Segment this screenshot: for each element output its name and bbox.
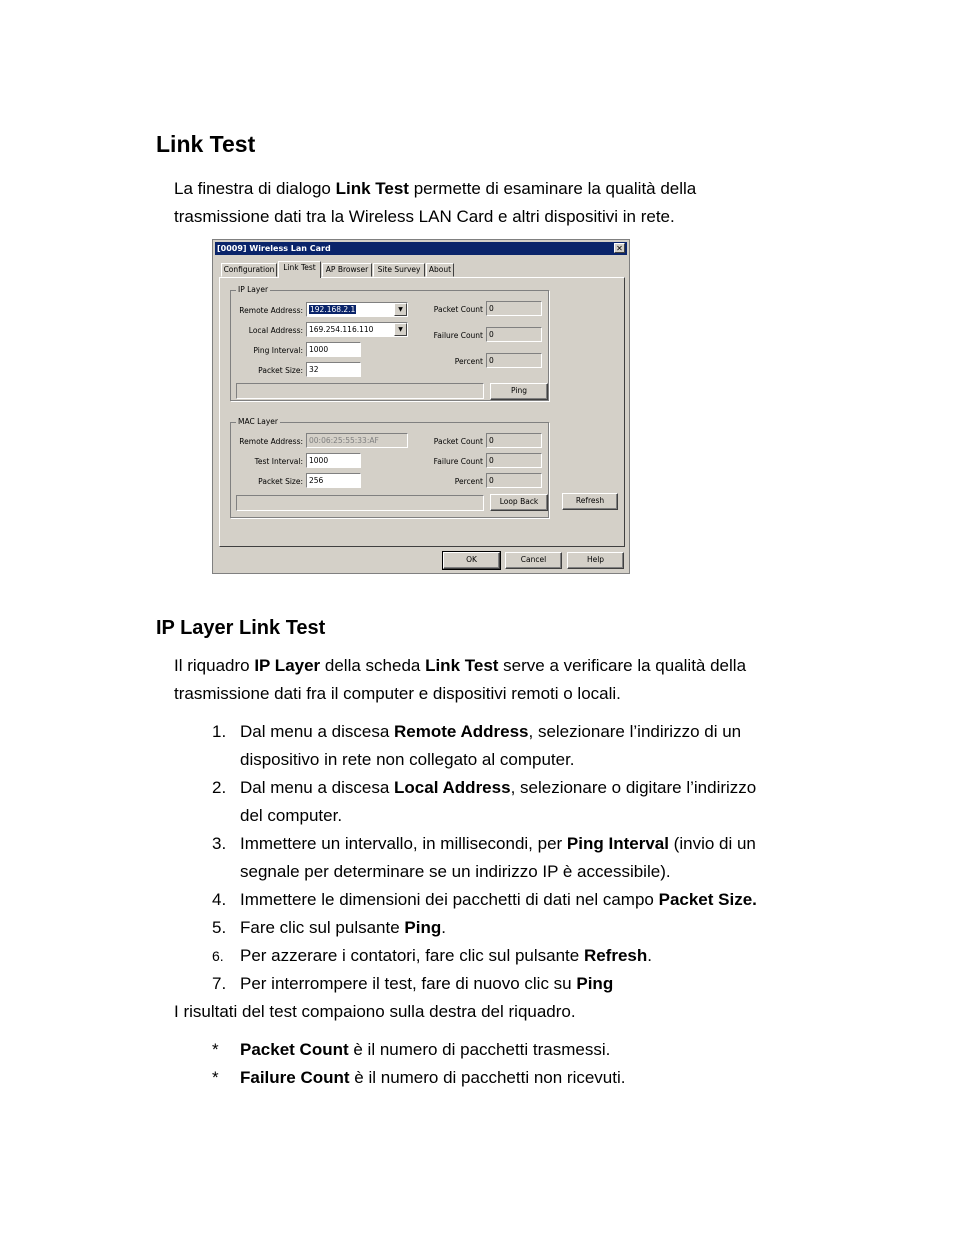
packet-count-label: Packet Count [433, 305, 483, 314]
bullet-text: è il numero di pacchetti non ricevuti. [349, 1068, 626, 1087]
step-number: 1. [212, 722, 227, 741]
mac-percent-label: Percent [454, 477, 483, 486]
packet-size-input[interactable]: 32 [306, 362, 361, 377]
mac-progress-bar [236, 495, 484, 511]
mac-packet-count-label: Packet Count [433, 437, 483, 446]
step-bold: Ping Interval [566, 834, 669, 853]
step-number: 5. [212, 918, 227, 937]
step-line2: segnale per determinare se un indirizzo IP è accessibile). [240, 862, 671, 881]
intro-text-cont: permette di esaminare la qualità della [408, 179, 697, 198]
remote-address-select[interactable] [306, 302, 408, 317]
percent-label: Percent [454, 357, 483, 366]
ok-button[interactable]: OK [443, 552, 500, 569]
step-text: (invio di un [668, 834, 756, 853]
step-text: . [441, 918, 446, 937]
page-title: Link Test [156, 131, 256, 157]
step-number: 3. [212, 834, 227, 853]
mac-percent-value: 0 [486, 473, 542, 488]
tab-configuration[interactable]: Configuration [221, 263, 277, 277]
ping-interval-label: Ping Interval: [253, 346, 303, 355]
section-bold: Link Test [425, 656, 499, 675]
packet-count-value: 0 [486, 301, 542, 316]
step-line2: del computer. [240, 806, 343, 825]
step-number: 6. [212, 948, 224, 964]
ping-interval-input[interactable]: 1000 [306, 342, 361, 357]
link-test-panel [219, 277, 625, 547]
mac-packet-count-value: 0 [486, 433, 542, 448]
chevron-down-icon[interactable]: ▼ [394, 323, 407, 336]
step-bold: Ping [404, 918, 442, 937]
ip-layer-group [230, 285, 549, 401]
step-number: 4. [212, 890, 227, 909]
step-bold: Refresh [583, 946, 648, 965]
section-text: della scheda [320, 656, 426, 675]
tab-ap-browser[interactable]: AP Browser [322, 263, 372, 277]
failure-count-value: 0 [486, 327, 542, 342]
ip-layer-legend: IP Layer [238, 285, 269, 294]
chevron-down-icon[interactable]: ▼ [394, 303, 407, 316]
mac-remote-address-input: 00:06:25:55:33:AF [306, 433, 408, 448]
test-interval-input[interactable]: 1000 [306, 453, 361, 468]
section-heading: IP Layer Link Test [156, 617, 326, 639]
mac-packet-size-label: Packet Size: [258, 477, 303, 486]
packet-size-label: Packet Size: [258, 366, 303, 375]
mac-failure-count-value: 0 [486, 453, 542, 468]
step-text: , selezionare l’indirizzo di un [528, 722, 742, 741]
section-text: serve a verificare la qualità della [498, 656, 747, 675]
step-text: Fare clic sul pulsante [240, 918, 405, 937]
local-address-value: 169.254.116.110 [309, 325, 374, 334]
mac-failure-count-label: Failure Count [433, 457, 483, 466]
step-text: Per azzerare i contatori, fare clic sul pulsante [240, 946, 584, 965]
step-bold: Ping [576, 974, 614, 993]
dialog-titlebar [215, 242, 627, 255]
step-bold: Packet Size. [658, 890, 757, 909]
step-number: 7. [212, 974, 227, 993]
failure-count-label: Failure Count [433, 331, 483, 340]
percent-value: 0 [486, 353, 542, 368]
mac-layer-legend: MAC Layer [238, 417, 279, 426]
local-address-label: Local Address: [248, 326, 303, 335]
step-text: Per interrompere il test, fare di nuovo clic su [240, 974, 577, 993]
mac-packet-size-input[interactable]: 256 [306, 473, 361, 488]
intro-text: La finestra di dialogo [174, 179, 336, 198]
bullet-text: è il numero di pacchetti trasmessi. [348, 1040, 611, 1059]
local-address-select[interactable] [306, 322, 408, 337]
step-text: , selezionare o digitare l’indirizzo [510, 778, 757, 797]
close-icon[interactable]: ✕ [614, 243, 625, 253]
ping-button[interactable]: Ping [490, 383, 548, 400]
test-interval-label: Test Interval: [254, 457, 303, 466]
remote-address-label: Remote Address: [239, 306, 303, 315]
remote-address-value: 192.168.2.1 [310, 305, 356, 314]
mac-layer-group [230, 417, 549, 518]
section-line2: trasmissione dati fra il computer e dispositivi remoti o locali. [174, 684, 621, 703]
mac-remote-address-label: Remote Address: [239, 437, 303, 446]
step-number: 2. [212, 778, 227, 797]
ip-progress-bar [236, 383, 484, 399]
bullet-bold: Packet Count [240, 1040, 349, 1059]
bullet-mark: * [212, 1040, 219, 1059]
step-text: Immettere un intervallo, in millisecondi, per [240, 834, 567, 853]
section-paragraph [174, 652, 874, 708]
tab-link-test[interactable]: Link Test [278, 261, 321, 278]
tab-site-survey[interactable]: Site Survey [373, 263, 425, 277]
dialog-title: [0009] Wireless Lan Card [217, 244, 331, 253]
step-text: Dal menu a discesa [240, 778, 395, 797]
step-line2: dispositivo in rete non collegato al computer. [240, 750, 575, 769]
results-text: I risultati del test compaiono sulla destra del riquadro. [174, 1002, 576, 1021]
tab-about[interactable]: About [426, 263, 454, 277]
loop-back-button[interactable]: Loop Back [490, 494, 548, 511]
intro-line2: trasmissione dati tra la Wireless LAN Card e altri dispositivi in rete. [174, 207, 675, 226]
refresh-button[interactable]: Refresh [562, 493, 618, 510]
step-text: . [647, 946, 652, 965]
step-bold: Local Address [394, 778, 511, 797]
wireless-lan-dialog [212, 239, 630, 574]
section-bold: IP Layer [254, 656, 321, 675]
intro-paragraph [174, 175, 874, 231]
section-text: Il riquadro [174, 656, 255, 675]
help-button[interactable]: Help [567, 552, 624, 569]
intro-bold: Link Test [335, 179, 409, 198]
step-text: Dal menu a discesa [240, 722, 395, 741]
step-text: Immettere le dimensioni dei pacchetti di dati nel campo [240, 890, 659, 909]
bullet-mark: * [212, 1068, 219, 1087]
bullet-bold: Failure Count [240, 1068, 350, 1087]
cancel-button[interactable]: Cancel [505, 552, 562, 569]
step-bold: Remote Address [394, 722, 529, 741]
